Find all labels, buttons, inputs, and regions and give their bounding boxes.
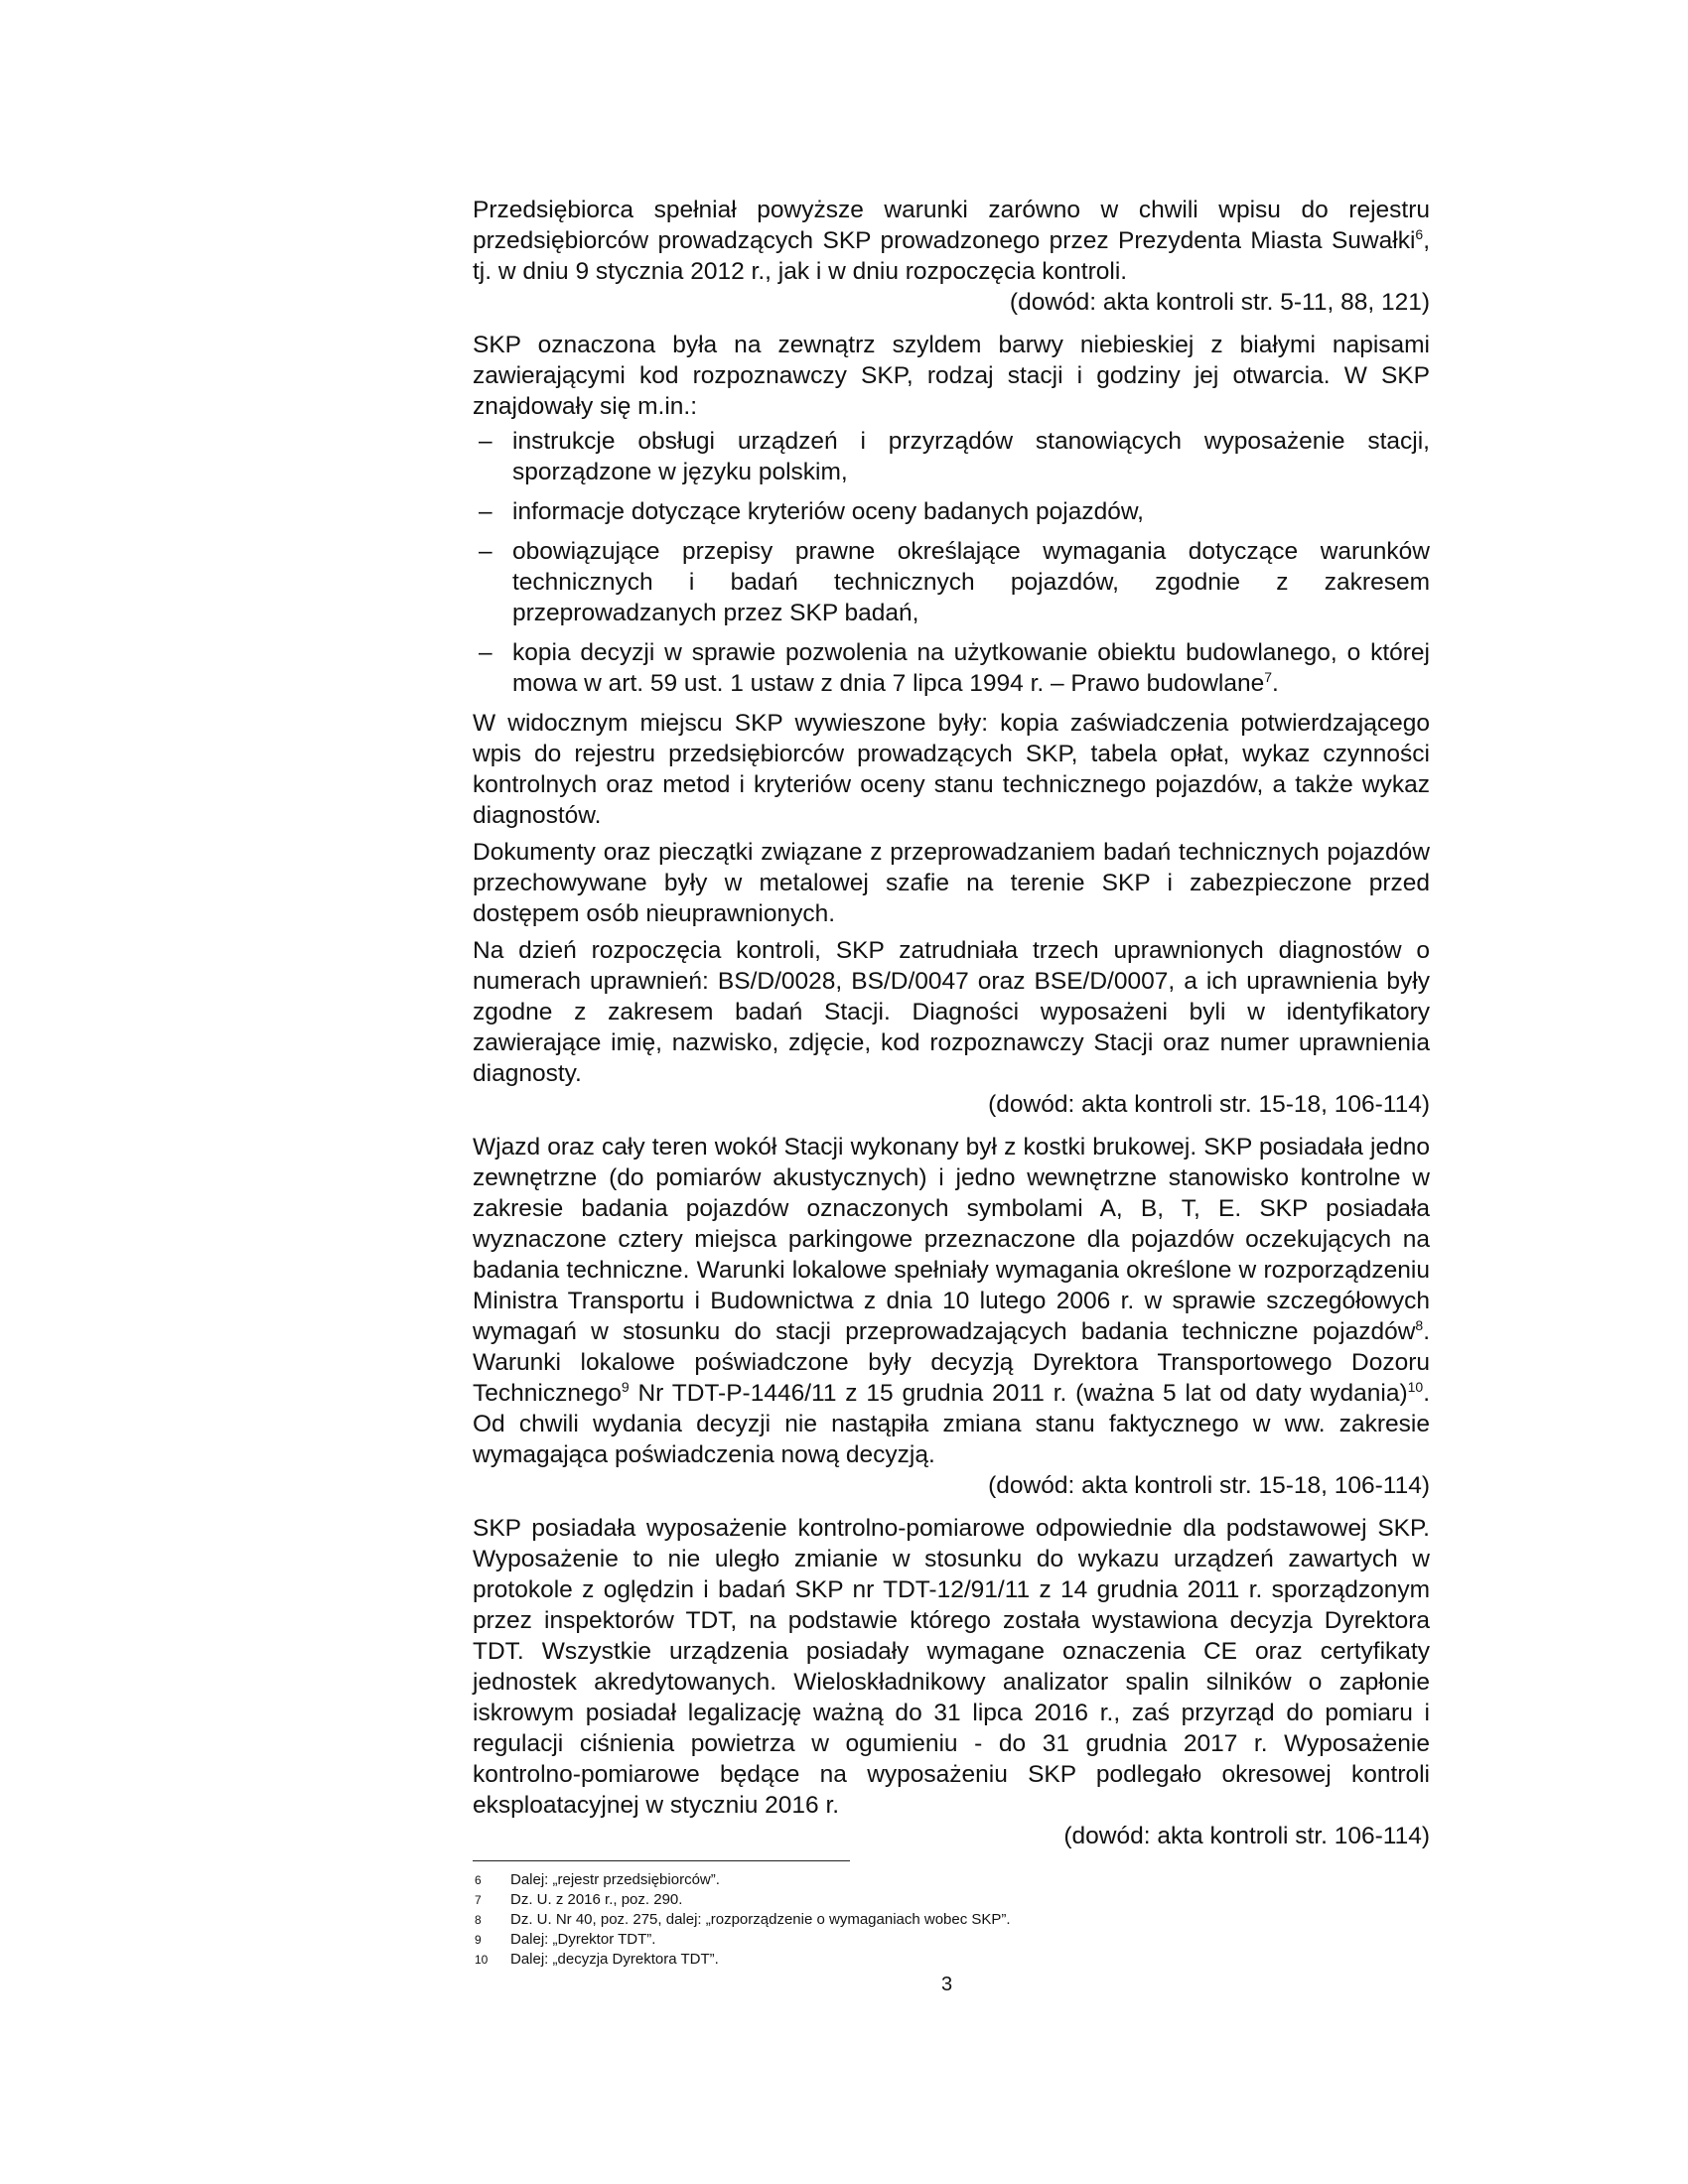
paragraph-2: SKP oznaczona była na zewnątrz szyldem barwy niebieskiej z białymi napisami zawierającymi kod rozpoznawczy SKP, rodzaj stacji i godziny jej otwarcia. W SKP znajdowały się m.in.: (473, 332, 1430, 420)
footnote: 9 Dalej: „Dyrektor TDT”. (475, 1931, 656, 1948)
paragraph-1-text-b: , tj. w dniu 9 stycznia 2012 r., jak i w dniu rozpoczęcia kontroli. (473, 227, 1430, 285)
footnote-ref-6: 6 (1415, 225, 1424, 242)
paragraph-4: Dokumenty oraz pieczątki związane z przeprowadzaniem badań technicznych pojazdów przechowywane były w metalowej szafie na terenie SKP i zabezpieczone przed dostępem osób nieuprawnionych. (473, 839, 1430, 927)
dash-bullet: – (479, 639, 492, 666)
paragraph-7: SKP posiadała wyposażenie kontrolno-pomiarowe odpowiednie dla podstawowej SKP. Wyposażenie to nie uległo zmianie w stosunku do wykazu urządzeń zawartych w protokole z oględzin i badań SKP nr TDT-12/91/11 z 14 grudnia 2011 r. sporządzonym przez inspektorów TDT, na podstawie którego została wystawiona decyzja Dyrektora TDT. Wszystkie urządzenia posiadały wymagane oznaczenia CE oraz certyfikaty jednostek akredytowanych. Wieloskładnikowy analizator spalin silników o zapłonie iskrowym posiadał legalizację ważną do 31 lipca 2016 r., zaś przyrząd do pomiaru i regulacji ciśnienia powietrza w ogumieniu - do 31 grudnia 2017 r. Wyposażenie kontrolno-pomiarowe będące na wyposażeniu SKP podlegało okresowej kontroli eksploatacyjnej w styczniu 2016 r. (473, 1515, 1430, 1819)
document-body (473, 195, 1430, 1851)
evidence-note-2: (dowód: akta kontroli str. 15-18, 106-114) (988, 1091, 1430, 1118)
footnote-ref-10: 10 (1407, 1378, 1424, 1395)
footnote-ref-7: 7 (1264, 668, 1272, 685)
footnote: 7 Dz. U. z 2016 r., poz. 290. (475, 1891, 683, 1908)
footnote: 8 Dz. U. Nr 40, poz. 275, dalej: „rozporządzenie o wymaganiach wobec SKP”. (475, 1911, 1011, 1928)
paragraph-1 (473, 195, 1430, 287)
footnotes (473, 1870, 1168, 1970)
dash-bullet: – (479, 538, 492, 565)
dash-bullet: – (479, 428, 492, 455)
list-item: – obowiązujące przepisy prawne określające wymagania dotyczące warunków technicznych i badań technicznych pojazdów, zgodnie z zakresem przeprowadzanych przez SKP badań, (479, 538, 1430, 626)
footnote-ref-9: 9 (621, 1378, 630, 1395)
evidence-note-3: (dowód: akta kontroli str. 15-18, 106-114) (988, 1472, 1430, 1499)
evidence-note-1: (dowód: akta kontroli str. 5-11, 88, 121) (1009, 289, 1430, 316)
list-item: – instrukcje obsługi urządzeń i przyrządów stanowiących wyposażenie stacji, sporządzone w języku polskim, (479, 428, 1430, 485)
footnote-ref-8: 8 (1415, 1316, 1424, 1333)
footnote: 10 Dalej: „decyzja Dyrektora TDT”. (475, 1951, 719, 1968)
paragraph-5: Na dzień rozpoczęcia kontroli, SKP zatrudniała trzech uprawnionych diagnostów o numerach uprawnień: BS/D/0028, BS/D/0047 oraz BSE/D/0007, a ich uprawnienia były zgodne z zakresem badań Stacji. Diagności wyposażeni byli w identyfikatory zawierające imię, nazwisko, zdjęcie, kod rozpoznawczy Stacji oraz numer uprawnienia diagnosty. (473, 937, 1430, 1087)
paragraph-1-text-a: Przedsiębiorca spełniał powyższe warunki zarówno w chwili wpisu do rejestru przedsiębiorców prowadzących SKP prowadzonego przez Prezydenta Miasta Suwałki (473, 197, 1430, 254)
footnote-separator (473, 1860, 850, 1861)
paragraph-6: Wjazd oraz cały teren wokół Stacji wykonany był z kostki brukowej. SKP posiadała jedno zewnętrzne (do pomiarów akustycznych) i jedno wewnętrzne stanowisko kontrolne w zakresie badania pojazdów oznaczonych symbolami A, B, T, E. SKP posiadała wyznaczone cztery miejsca parkingowe przeznaczone dla pojazdów oczekujących na badania techniczne. Warunki lokalowe spełniały wymagania określone w rozporządzeniu Ministra Transportu i Budownictwa z dnia 10 lutego 2006 r. w sprawie szczegółowych wymagań w stosunku do stacji przeprowadzających badania techniczne pojazdów$^8$. Warunki lokalowe poświadczone były decyzją Dyrektora Transportowego Dozoru Technicznego$^9$ Nr TDT-P-1446/11 z 15 grudnia 2011 r. (ważna 5 lat od daty wydania)$^{10}$. Od chwili wydania decyzji nie nastąpiła zmiana stanu faktycznego w ww. zakresie wymagająca poświadczenia nową decyzją. (473, 1134, 1430, 1468)
dash-bullet: – (479, 498, 492, 525)
equipment-list (473, 426, 1430, 699)
list-item: – informacje dotyczące kryteriów oceny badanych pojazdów, (479, 498, 1144, 525)
page-number: 3 (941, 1974, 953, 1995)
list-item: – kopia decyzji w sprawie pozwolenia na użytkowanie obiektu budowlanego, o której mowa w art. 59 ust. 1 ustaw z dnia 7 lipca 1994 r. – Prawo budowlane$^7$. (479, 639, 1430, 697)
paragraph-3: W widocznym miejscu SKP wywieszone były: kopia zaświadczenia potwierdzającego wpis do rejestru przedsiębiorców prowadzących SKP, tabela opłat, wykaz czynności kontrolnych oraz metod i kryteriów oceny stanu technicznego pojazdów, a także wykaz diagnostów. (473, 710, 1430, 829)
evidence-note-4: (dowód: akta kontroli str. 106-114) (1063, 1823, 1430, 1849)
footnote: 6 Dalej: „rejestr przedsiębiorców”. (475, 1871, 720, 1888)
